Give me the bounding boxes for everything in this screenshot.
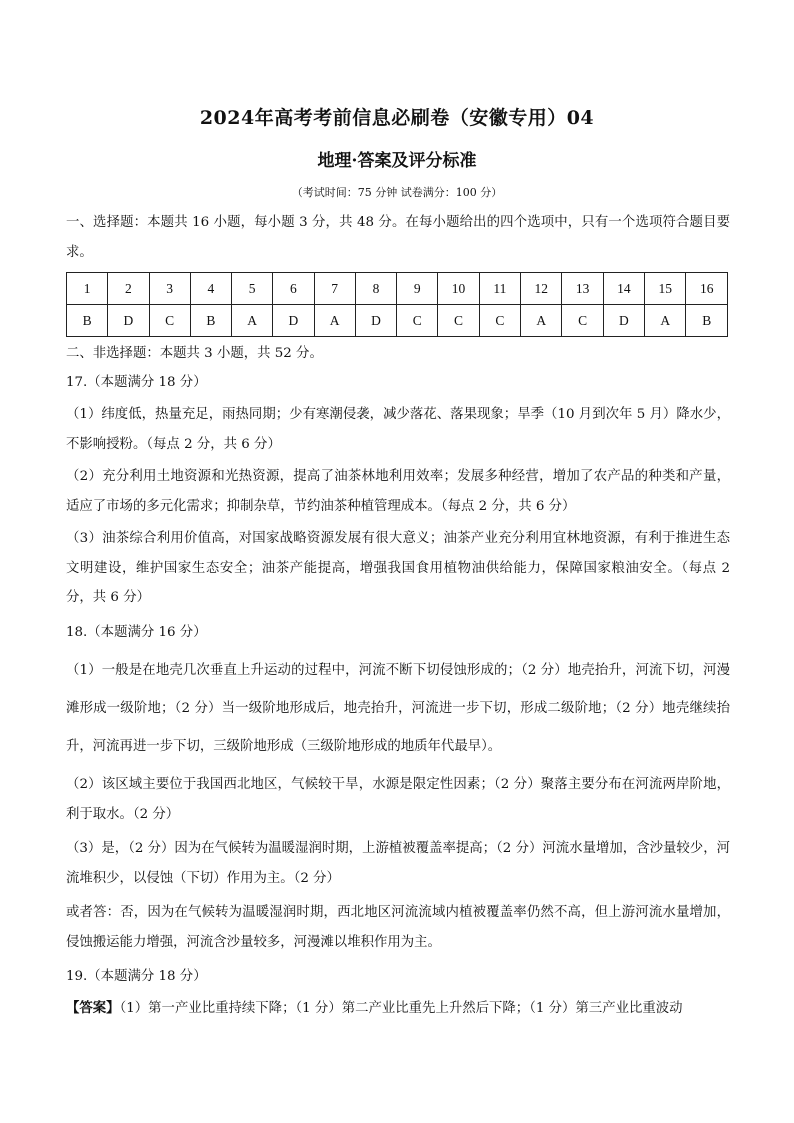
document-subtitle: 地理·答案及评分标准 xyxy=(317,151,477,171)
question-number: 4 xyxy=(190,273,231,305)
q19-part1: （1）第一产业比重持续下降；（1 分）第二产业比重先上升然后下降；（1 分）第三产业比重波动 xyxy=(119,1001,683,1016)
answer-cell: C xyxy=(438,305,479,337)
answer-cell: A xyxy=(232,305,273,337)
answer-cell: A xyxy=(521,305,562,337)
question-number: 1 xyxy=(67,273,108,305)
answer-cell: D xyxy=(108,305,149,337)
document-title: 2024年高考考前信息必刷卷（安徽专用）04 xyxy=(199,107,595,129)
question-number: 7 xyxy=(314,273,355,305)
answer-tag: 【答案】 xyxy=(66,1000,120,1016)
question-number: 14 xyxy=(603,273,644,305)
q18-heading: 18.（本题满分 16 分） xyxy=(66,625,207,640)
q17-part3: （3）油茶综合利用价值高，对国家战略资源发展有很大意义；油茶产业充分利用宜林地资源，有利于推进生态文明建设，维护国家生态安全；油茶产能提高，增强我国食用植物油供给能力，保障国家粮油安全。（每点 2 分，共 6 分） xyxy=(66,531,730,605)
q18-alt-answer: 或者答：否，因为在气候转为温暖湿润时期，西北地区河流流域内植被覆盖率仍然不高，但上游河流水量增加，侵蚀搬运能力增强，河流含沙量较多，河漫滩以堆积作用为主。 xyxy=(66,905,730,950)
question-number: 6 xyxy=(273,273,314,305)
answer-cell: C xyxy=(397,305,438,337)
q19-heading: 19.（本题满分 18 分） xyxy=(66,969,207,984)
section2-intro: 二、非选择题：本题共 3 小题，共 52 分。 xyxy=(66,346,323,361)
q19-answer xyxy=(66,994,730,1024)
answer-cell: B xyxy=(67,305,108,337)
question-number: 2 xyxy=(108,273,149,305)
answer-cell: D xyxy=(273,305,314,337)
answer-cell: C xyxy=(479,305,520,337)
answer-cell: D xyxy=(355,305,396,337)
answer-table-answer-row xyxy=(67,305,728,337)
answer-cell: A xyxy=(645,305,686,337)
answer-cell: B xyxy=(686,305,728,337)
answer-cell: B xyxy=(190,305,231,337)
question-number: 8 xyxy=(355,273,396,305)
section1-intro: 一、选择题：本题共 16 小题，每小题 3 分，共 48 分。在每小题给出的四个选项中，只有一个选项符合题目要求。 xyxy=(66,215,730,260)
answer-cell: A xyxy=(314,305,355,337)
q17-heading: 17.（本题满分 18 分） xyxy=(66,375,207,390)
question-number: 15 xyxy=(645,273,686,305)
question-number: 5 xyxy=(232,273,273,305)
q18-part3: （3）是，（2 分）因为在气候转为温暖湿润时期，上游植被覆盖率提高；（2 分）河流水量增加，含沙量较少，河流堆积少，以侵蚀（下切）作用为主。（2 分） xyxy=(66,841,730,886)
question-number: 9 xyxy=(397,273,438,305)
question-number: 3 xyxy=(149,273,190,305)
question-number: 12 xyxy=(521,273,562,305)
q17-part2: （2）充分利用土地资源和光热资源，提高了油茶林地利用效率；发展多种经营，增加了农产品的种类和产量，适应了市场的多元化需求；抑制杂草，节约油茶种植管理成本。（每点 2 分，共 6 分） xyxy=(66,469,730,514)
answer-table xyxy=(66,272,728,337)
question-number: 11 xyxy=(479,273,520,305)
answer-cell: C xyxy=(562,305,603,337)
answer-cell: C xyxy=(149,305,190,337)
q17-part1: （1）纬度低，热量充足，雨热同期；少有寒潮侵袭，减少落花、落果现象；旱季（10 月到次年 5 月）降水少，不影响授粉。（每点 2 分，共 6 分） xyxy=(66,407,730,452)
question-number: 10 xyxy=(438,273,479,305)
question-number: 13 xyxy=(562,273,603,305)
q18-part2: （2）该区域主要位于我国西北地区，气候较干旱，水源是限定性因素；（2 分）聚落主要分布在河流两岸阶地，利于取水。（2 分） xyxy=(66,777,730,822)
answer-table-number-row xyxy=(67,273,728,305)
exam-info: （考试时间：75 分钟 试卷满分：100 分） xyxy=(291,186,503,199)
q18-part1: （1）一般是在地壳几次垂直上升运动的过程中，河流不断下切侵蚀形成的；（2 分）地壳抬升，河流下切，河漫滩形成一级阶地；（2 分）当一级阶地形成后，地壳抬升，河流进一步下切，形成二级阶地；（2 分）地壳继续抬升，河流再进一步下切，三级阶地形成（三级阶地形成的地质年代最早）。 xyxy=(66,663,730,754)
answer-cell: D xyxy=(603,305,644,337)
question-number: 16 xyxy=(686,273,728,305)
